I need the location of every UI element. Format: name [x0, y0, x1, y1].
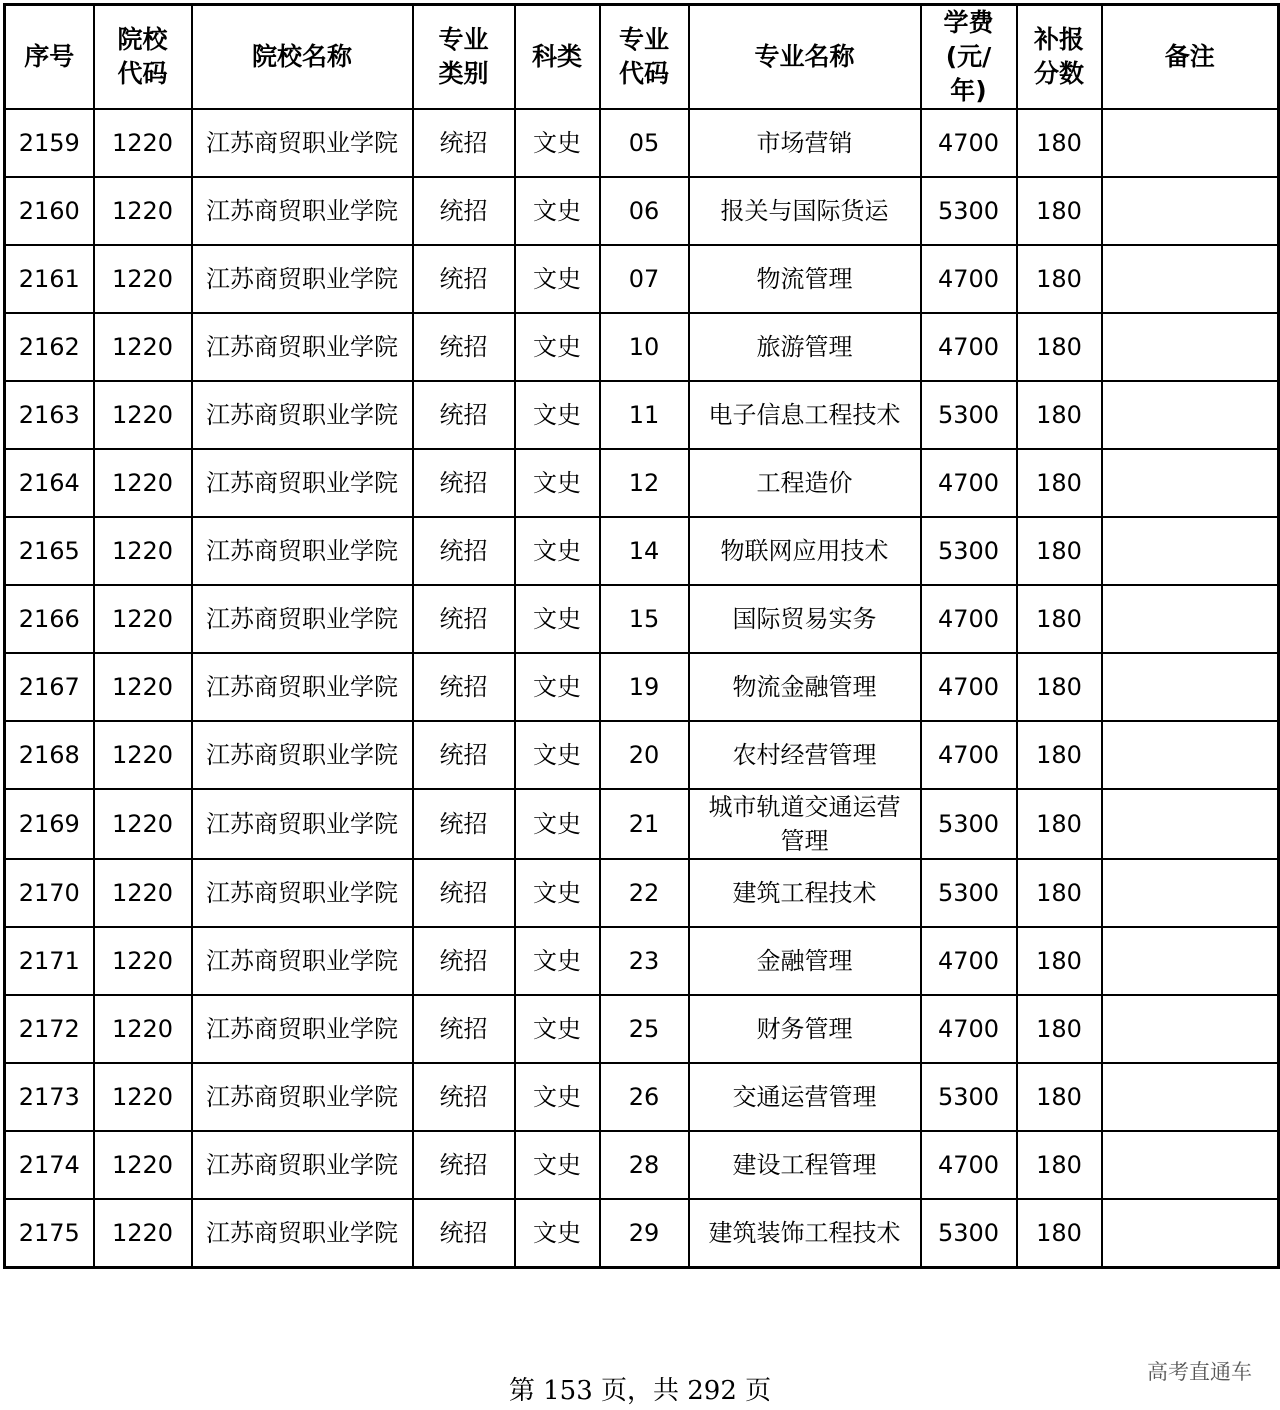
header-subject: 科类 [515, 5, 600, 110]
cell-tuition: 5300 [921, 381, 1017, 449]
table-row [5, 653, 1279, 721]
cell-major-category: 统招 [413, 245, 515, 313]
cell-subject: 文史 [515, 1063, 600, 1131]
cell-school-code: 1220 [94, 381, 192, 449]
cell-supp-score: 180 [1017, 721, 1102, 789]
cell-school-code: 1220 [94, 313, 192, 381]
cell-subject: 文史 [515, 585, 600, 653]
cell-major-code: 26 [600, 1063, 689, 1131]
cell-major-code: 06 [600, 177, 689, 245]
cell-supp-score: 180 [1017, 245, 1102, 313]
cell-subject: 文史 [515, 927, 600, 995]
cell-school-code: 1220 [94, 995, 192, 1063]
table-row [5, 1063, 1279, 1131]
cell-tuition: 4700 [921, 449, 1017, 517]
cell-school-name: 江苏商贸职业学院 [192, 859, 413, 927]
cell-school-name: 江苏商贸职业学院 [192, 381, 413, 449]
table-row [5, 381, 1279, 449]
table-row [5, 585, 1279, 653]
cell-school-name: 江苏商贸职业学院 [192, 653, 413, 721]
header-school-name: 院校名称 [192, 5, 413, 110]
cell-subject: 文史 [515, 789, 600, 859]
cell-subject: 文史 [515, 109, 600, 177]
cell-school-name: 江苏商贸职业学院 [192, 721, 413, 789]
cell-tuition: 5300 [921, 1063, 1017, 1131]
cell-school-code: 1220 [94, 653, 192, 721]
table-row [5, 1199, 1279, 1268]
cell-supp-score: 180 [1017, 517, 1102, 585]
cell-tuition: 4700 [921, 927, 1017, 995]
cell-major-category: 统招 [413, 313, 515, 381]
cell-school-name: 江苏商贸职业学院 [192, 1063, 413, 1131]
cell-supp-score: 180 [1017, 653, 1102, 721]
cell-remark [1102, 109, 1279, 177]
cell-supp-score: 180 [1017, 177, 1102, 245]
header-tuition: 学费(元/年) [921, 5, 1017, 110]
cell-major-name: 建筑装饰工程技术 [689, 1199, 921, 1268]
cell-major-code: 15 [600, 585, 689, 653]
cell-school-code: 1220 [94, 177, 192, 245]
cell-seq: 2161 [5, 245, 94, 313]
cell-subject: 文史 [515, 177, 600, 245]
cell-subject: 文史 [515, 995, 600, 1063]
cell-tuition: 4700 [921, 995, 1017, 1063]
cell-major-name: 物流金融管理 [689, 653, 921, 721]
header-row [5, 5, 1279, 110]
cell-supp-score: 180 [1017, 789, 1102, 859]
cell-major-name: 财务管理 [689, 995, 921, 1063]
cell-seq: 2174 [5, 1131, 94, 1199]
cell-major-name: 电子信息工程技术 [689, 381, 921, 449]
cell-remark [1102, 245, 1279, 313]
cell-supp-score: 180 [1017, 927, 1102, 995]
cell-tuition: 5300 [921, 517, 1017, 585]
table-row [5, 1131, 1279, 1199]
cell-subject: 文史 [515, 721, 600, 789]
cell-school-name: 江苏商贸职业学院 [192, 517, 413, 585]
cell-seq: 2165 [5, 517, 94, 585]
cell-school-name: 江苏商贸职业学院 [192, 313, 413, 381]
cell-major-category: 统招 [413, 1131, 515, 1199]
cell-major-name: 物流管理 [689, 245, 921, 313]
cell-major-category: 统招 [413, 109, 515, 177]
watermark: 高考直通车 [1147, 1360, 1252, 1384]
cell-remark [1102, 859, 1279, 927]
cell-major-category: 统招 [413, 1199, 515, 1268]
cell-remark [1102, 585, 1279, 653]
cell-tuition: 5300 [921, 789, 1017, 859]
cell-school-name: 江苏商贸职业学院 [192, 1131, 413, 1199]
cell-school-name: 江苏商贸职业学院 [192, 177, 413, 245]
cell-major-code: 20 [600, 721, 689, 789]
cell-major-name: 金融管理 [689, 927, 921, 995]
cell-subject: 文史 [515, 381, 600, 449]
cell-tuition: 5300 [921, 859, 1017, 927]
cell-supp-score: 180 [1017, 381, 1102, 449]
cell-school-code: 1220 [94, 1131, 192, 1199]
cell-tuition: 4700 [921, 721, 1017, 789]
header-remark: 备注 [1102, 5, 1279, 110]
cell-supp-score: 180 [1017, 449, 1102, 517]
cell-major-name: 城市轨道交通运营管理 [689, 789, 921, 859]
cell-remark [1102, 1131, 1279, 1199]
cell-supp-score: 180 [1017, 1199, 1102, 1268]
table-row [5, 517, 1279, 585]
cell-school-code: 1220 [94, 789, 192, 859]
cell-remark [1102, 927, 1279, 995]
table-row [5, 109, 1279, 177]
cell-remark [1102, 177, 1279, 245]
cell-seq: 2159 [5, 109, 94, 177]
cell-tuition: 4700 [921, 585, 1017, 653]
table-row [5, 927, 1279, 995]
cell-seq: 2160 [5, 177, 94, 245]
cell-major-code: 07 [600, 245, 689, 313]
cell-tuition: 4700 [921, 109, 1017, 177]
admissions-table [3, 3, 1280, 1269]
table-row [5, 995, 1279, 1063]
cell-seq: 2171 [5, 927, 94, 995]
cell-major-category: 统招 [413, 449, 515, 517]
cell-subject: 文史 [515, 517, 600, 585]
cell-major-code: 23 [600, 927, 689, 995]
cell-major-code: 11 [600, 381, 689, 449]
cell-subject: 文史 [515, 313, 600, 381]
cell-major-category: 统招 [413, 995, 515, 1063]
cell-school-code: 1220 [94, 585, 192, 653]
cell-subject: 文史 [515, 653, 600, 721]
cell-tuition: 4700 [921, 313, 1017, 381]
cell-remark [1102, 449, 1279, 517]
cell-major-code: 22 [600, 859, 689, 927]
cell-major-name: 市场营销 [689, 109, 921, 177]
table-row [5, 789, 1279, 859]
cell-seq: 2162 [5, 313, 94, 381]
cell-subject: 文史 [515, 859, 600, 927]
cell-seq: 2170 [5, 859, 94, 927]
cell-school-name: 江苏商贸职业学院 [192, 789, 413, 859]
table-row [5, 177, 1279, 245]
cell-major-code: 29 [600, 1199, 689, 1268]
table-row [5, 721, 1279, 789]
cell-major-code: 28 [600, 1131, 689, 1199]
cell-school-code: 1220 [94, 245, 192, 313]
cell-major-name: 工程造价 [689, 449, 921, 517]
cell-major-code: 10 [600, 313, 689, 381]
cell-major-category: 统招 [413, 381, 515, 449]
header-major-code: 专业代码 [600, 5, 689, 110]
cell-major-category: 统招 [413, 789, 515, 859]
table-row [5, 245, 1279, 313]
cell-remark [1102, 789, 1279, 859]
cell-supp-score: 180 [1017, 1131, 1102, 1199]
cell-school-name: 江苏商贸职业学院 [192, 449, 413, 517]
cell-supp-score: 180 [1017, 1063, 1102, 1131]
cell-school-code: 1220 [94, 517, 192, 585]
cell-tuition: 4700 [921, 245, 1017, 313]
cell-remark [1102, 995, 1279, 1063]
table-row [5, 449, 1279, 517]
cell-school-code: 1220 [94, 449, 192, 517]
cell-subject: 文史 [515, 1199, 600, 1268]
cell-seq: 2173 [5, 1063, 94, 1131]
cell-supp-score: 180 [1017, 109, 1102, 177]
cell-major-category: 统招 [413, 927, 515, 995]
cell-major-category: 统招 [413, 1063, 515, 1131]
table-row [5, 313, 1279, 381]
cell-seq: 2167 [5, 653, 94, 721]
cell-major-category: 统招 [413, 517, 515, 585]
cell-major-name: 交通运营管理 [689, 1063, 921, 1131]
cell-school-code: 1220 [94, 721, 192, 789]
cell-subject: 文史 [515, 1131, 600, 1199]
cell-supp-score: 180 [1017, 995, 1102, 1063]
cell-seq: 2175 [5, 1199, 94, 1268]
cell-subject: 文史 [515, 449, 600, 517]
header-school-code: 院校代码 [94, 5, 192, 110]
cell-remark [1102, 721, 1279, 789]
cell-major-code: 14 [600, 517, 689, 585]
cell-remark [1102, 517, 1279, 585]
cell-major-name: 物联网应用技术 [689, 517, 921, 585]
cell-major-category: 统招 [413, 721, 515, 789]
cell-major-category: 统招 [413, 177, 515, 245]
cell-school-name: 江苏商贸职业学院 [192, 585, 413, 653]
cell-major-code: 19 [600, 653, 689, 721]
cell-tuition: 4700 [921, 1131, 1017, 1199]
header-supp-score: 补报分数 [1017, 5, 1102, 110]
cell-major-name: 旅游管理 [689, 313, 921, 381]
page-number: 第 153 页，共 292 页 [508, 1376, 772, 1406]
cell-school-code: 1220 [94, 927, 192, 995]
table-row [5, 859, 1279, 927]
cell-major-category: 统招 [413, 653, 515, 721]
cell-major-code: 21 [600, 789, 689, 859]
cell-remark [1102, 653, 1279, 721]
cell-major-code: 05 [600, 109, 689, 177]
cell-tuition: 5300 [921, 177, 1017, 245]
cell-seq: 2163 [5, 381, 94, 449]
cell-remark [1102, 1199, 1279, 1268]
cell-school-name: 江苏商贸职业学院 [192, 927, 413, 995]
cell-seq: 2169 [5, 789, 94, 859]
cell-major-code: 12 [600, 449, 689, 517]
cell-major-category: 统招 [413, 585, 515, 653]
cell-remark [1102, 313, 1279, 381]
cell-subject: 文史 [515, 245, 600, 313]
table-body [5, 109, 1279, 1268]
cell-school-code: 1220 [94, 1199, 192, 1268]
cell-seq: 2164 [5, 449, 94, 517]
cell-tuition: 4700 [921, 653, 1017, 721]
cell-tuition: 5300 [921, 1199, 1017, 1268]
cell-major-name: 建设工程管理 [689, 1131, 921, 1199]
cell-supp-score: 180 [1017, 313, 1102, 381]
cell-seq: 2166 [5, 585, 94, 653]
cell-supp-score: 180 [1017, 585, 1102, 653]
cell-supp-score: 180 [1017, 859, 1102, 927]
cell-school-name: 江苏商贸职业学院 [192, 245, 413, 313]
cell-school-code: 1220 [94, 109, 192, 177]
cell-remark [1102, 381, 1279, 449]
cell-school-code: 1220 [94, 859, 192, 927]
cell-school-name: 江苏商贸职业学院 [192, 995, 413, 1063]
cell-major-name: 报关与国际货运 [689, 177, 921, 245]
cell-remark [1102, 1063, 1279, 1131]
cell-major-code: 25 [600, 995, 689, 1063]
cell-major-name: 国际贸易实务 [689, 585, 921, 653]
header-major-category: 专业类别 [413, 5, 515, 110]
cell-seq: 2172 [5, 995, 94, 1063]
cell-school-code: 1220 [94, 1063, 192, 1131]
cell-major-name: 农村经营管理 [689, 721, 921, 789]
cell-major-category: 统招 [413, 859, 515, 927]
header-major-name: 专业名称 [689, 5, 921, 110]
header-seq: 序号 [5, 5, 94, 110]
cell-school-name: 江苏商贸职业学院 [192, 109, 413, 177]
cell-school-name: 江苏商贸职业学院 [192, 1199, 413, 1268]
cell-seq: 2168 [5, 721, 94, 789]
cell-major-name: 建筑工程技术 [689, 859, 921, 927]
